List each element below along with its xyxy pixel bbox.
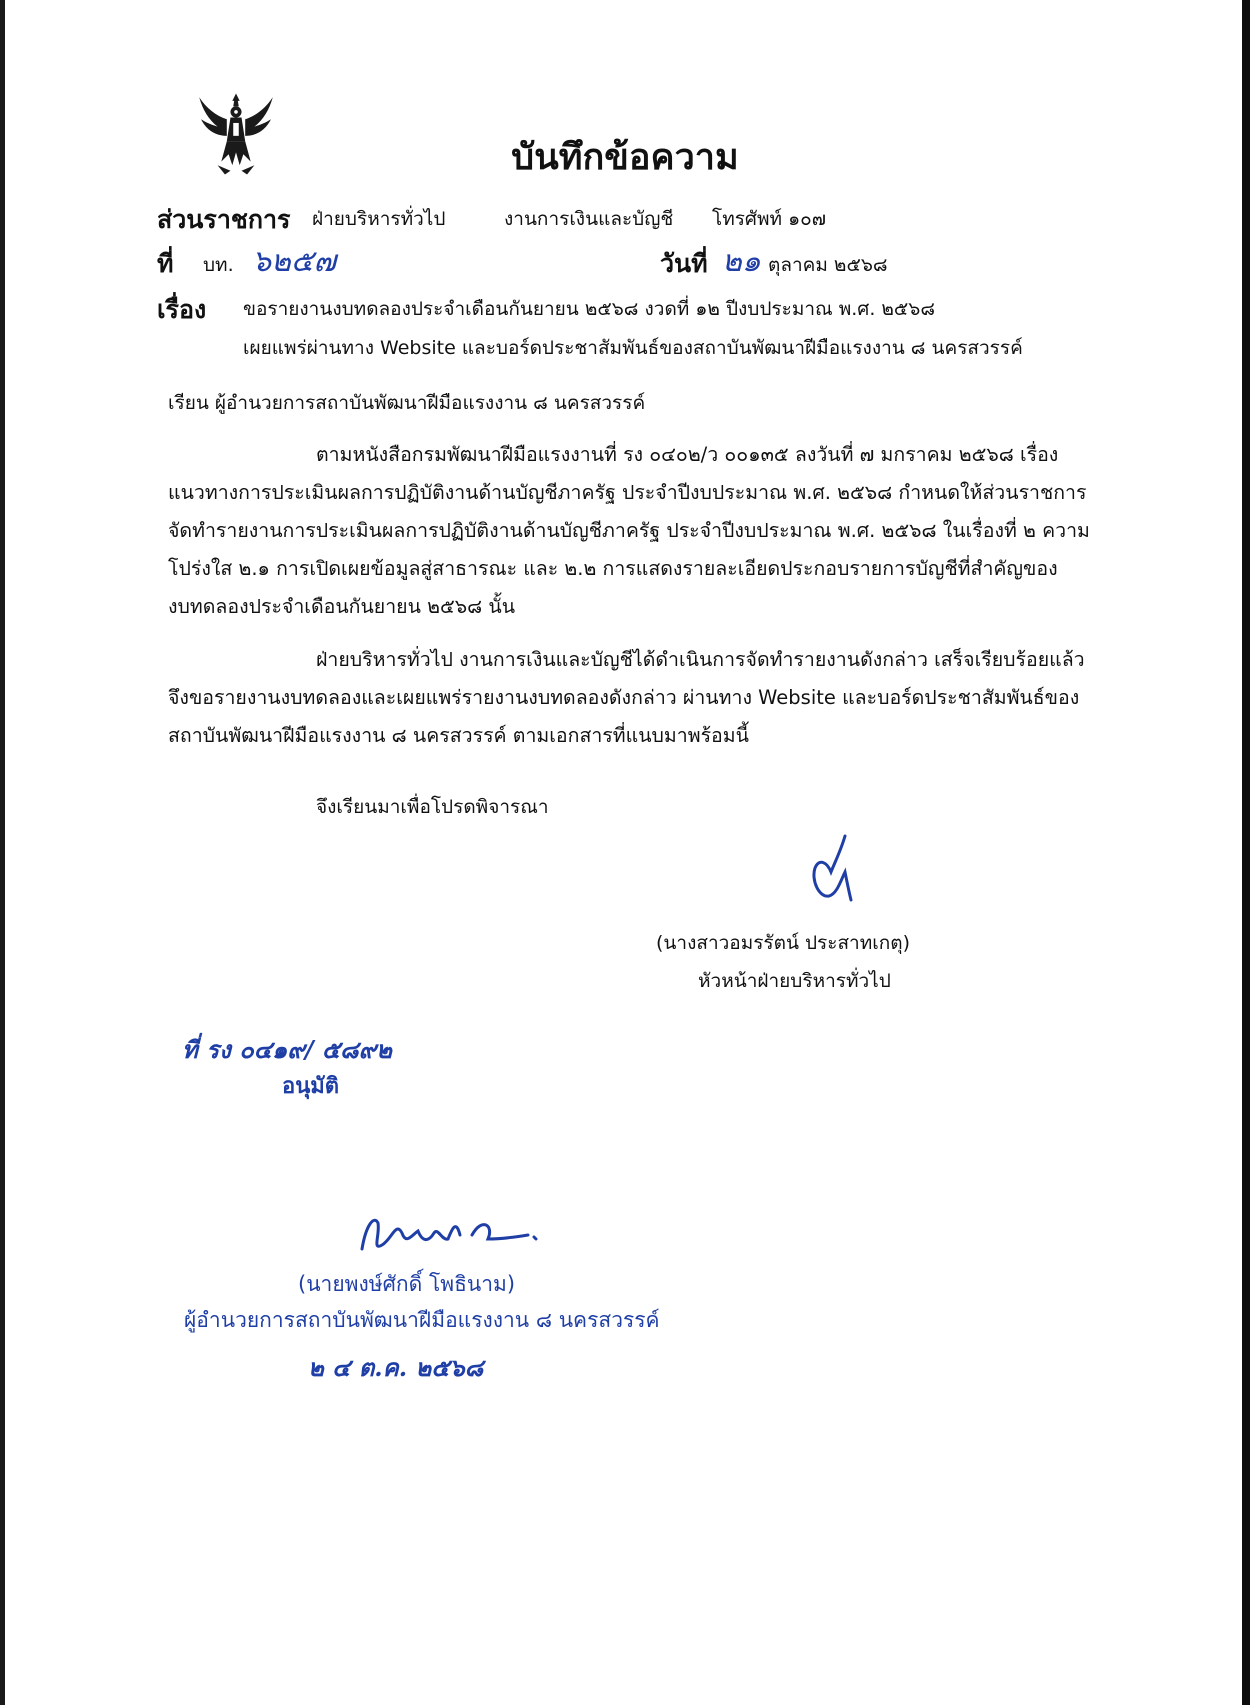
subject-line-1: ขอรายงานงบทดลองประจำเดือนกันยายน ๒๕๖๘ งวดที่ ๑๒ ปีงบประมาณ พ.ศ. ๒๕๖๘ bbox=[243, 298, 936, 320]
date-label: วันที่ bbox=[660, 249, 708, 278]
approval-date: ๒ ๔ ต.ค. ๒๕๖๘ bbox=[308, 1353, 484, 1382]
paragraph-line: แนวทางการประเมินผลการปฏิบัติงานด้านบัญชีภาครัฐ ประจำปีงบประมาณ พ.ศ. ๒๕๖๘ กำหนดให้ส่วนราชการ bbox=[168, 481, 1087, 504]
addressee: เรียน ผู้อำนวยการสถาบันพัฒนาฝีมือแรงงาน ๘ นครสวรรค์ bbox=[168, 392, 646, 414]
department-label: ส่วนราชการ bbox=[157, 205, 291, 234]
approver-name: (นายพงษ์ศักดิ์ โพธินาม) bbox=[298, 1272, 516, 1296]
signatory-name: (นางสาวอมรรัตน์ ประสาทเกตุ) bbox=[656, 932, 911, 954]
section-value: งานการเงินและบัญชี bbox=[504, 208, 674, 230]
department-value: ฝ่ายบริหารทั่วไป bbox=[312, 208, 446, 230]
phone-number: โทรศัพท์ ๑๐๗ bbox=[712, 208, 827, 230]
paragraph-line: สถาบันพัฒนาฝีมือแรงงาน ๘ นครสวรรค์ ตามเอกสารที่แนบมาพร้อมนี้ bbox=[168, 724, 749, 747]
signature-mark bbox=[805, 832, 865, 912]
paragraph-line: จัดทำรายงานการประเมินผลการปฏิบัติงานด้านบัญชีภาครัฐ ประจำปีงบประมาณ พ.ศ. ๒๕๖๘ ในเรื่องที่ ๒ ความ bbox=[168, 519, 1090, 542]
approval-stamp-text: อนุมัติ bbox=[282, 1074, 340, 1099]
paragraph-line: จึงขอรายงานงบทดลองและเผยแพร่รายงานงบทดลองดังกล่าว ผ่านทาง Website และบอร์ดประชาสัมพันธ์ของ bbox=[168, 686, 1080, 709]
scan-edge-left bbox=[0, 0, 5, 1705]
paragraph-line: ตามหนังสือกรมพัฒนาฝีมือแรงงานที่ รง ๐๔๐๒/ว ๐๐๑๓๕ ลงวันที่ ๗ มกราคม ๒๕๖๘ เรื่อง bbox=[316, 443, 1059, 466]
closing-line: จึงเรียนมาเพื่อโปรดพิจารณา bbox=[316, 796, 549, 818]
signatory-position: หัวหน้าฝ่ายบริหารทั่วไป bbox=[698, 970, 891, 992]
paragraph-line: โปร่งใส ๒.๑ การเปิดเผยข้อมูลสู่สาธารณะ และ ๒.๒ การแสดงรายละเอียดประกอบรายการบัญชีที่สำคัญของ bbox=[168, 557, 1058, 580]
document-title: บันทึกข้อความ bbox=[511, 137, 739, 178]
subject-label: เรื่อง bbox=[157, 295, 207, 324]
ref-prefix: บท. bbox=[203, 254, 234, 276]
approval-ref-number: ที่ รง ๐๔๑๙/ ๕๘๙๒ bbox=[182, 1035, 392, 1064]
body-paragraph-1 bbox=[168, 436, 1148, 626]
date-month-year: ตุลาคม ๒๕๖๘ bbox=[768, 254, 888, 276]
scan-edge-right bbox=[1242, 0, 1250, 1705]
body-paragraph-2 bbox=[168, 641, 1148, 755]
paragraph-line: งบทดลองประจำเดือนกันยายน ๒๕๖๘ นั้น bbox=[168, 595, 516, 618]
ref-label: ที่ bbox=[157, 249, 174, 278]
approver-position: ผู้อำนวยการสถาบันพัฒนาฝีมือแรงงาน ๘ นครสวรรค์ bbox=[184, 1308, 660, 1332]
ref-number-handwritten: ๖๒๕๗ bbox=[252, 244, 337, 279]
subject-line-2: เผยแพร่ผ่านทาง Website และบอร์ดประชาสัมพันธ์ของสถาบันพัฒนาฝีมือแรงงาน ๘ นครสวรรค์ bbox=[243, 337, 1023, 359]
director-signature-mark bbox=[352, 1205, 542, 1265]
paragraph-line: ฝ่ายบริหารทั่วไป งานการเงินและบัญชีได้ดำเนินการจัดทำรายงานดังกล่าว เสร็จเรียบร้อยแล้ว bbox=[316, 648, 1085, 671]
date-day-handwritten: ๒๑ bbox=[722, 244, 761, 279]
